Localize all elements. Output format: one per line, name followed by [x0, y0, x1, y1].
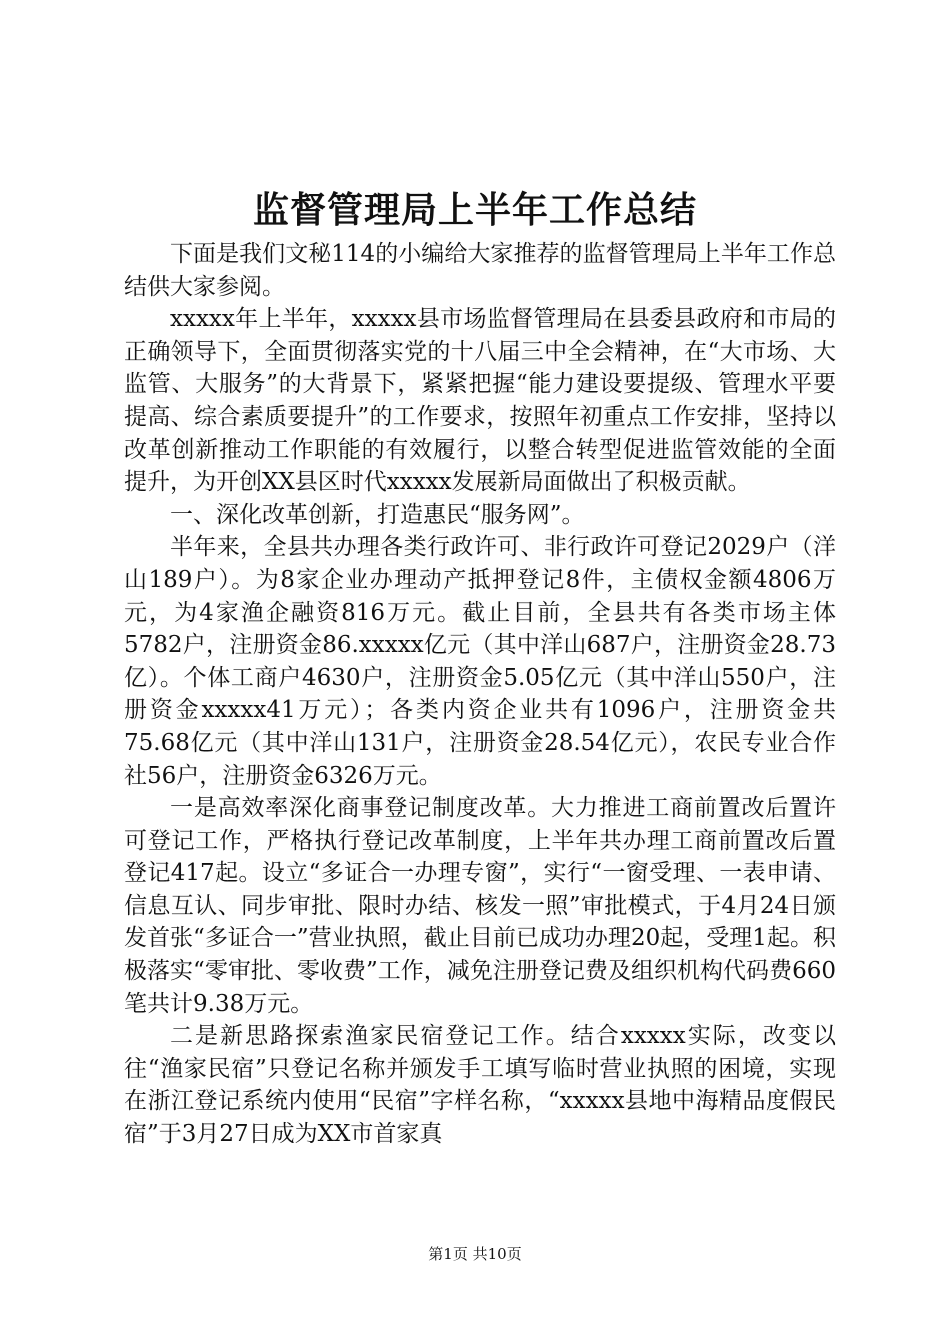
document-title: 监督管理局上半年工作总结: [252, 189, 697, 231]
section-heading-1: 一、深化改革创新，打造惠民“服务网”。: [170, 501, 585, 528]
page-number: 第1页 共10页: [428, 1245, 522, 1263]
paragraph-homestay-registration: 二是新思路探索渔家民宿登记工作。结合xxxxx实际，改变以往“渔家民宿”只登记名称并颁发手工填写临时营业执照的困境，实现在浙江登记系统内使用“民宿”字样名称，“xxxxx县地中海精品度假民宿”于3月27日成为XX市首家真: [124, 1023, 836, 1148]
paragraph-intro: 下面是我们文秘114的小编给大家推荐的监督管理局上半年工作总结供大家参阅。: [124, 241, 836, 300]
document-body: [124, 238, 836, 1151]
paragraph-statistics: 半年来，全县共办理各类行政许可、非行政许可登记2029户（洋山189户）。为8家企业办理动产抵押登记8件，主债权金额4806万元，为4家渔企融资816万元。截止目前，全县共有各类市场主体5782户，注册资金86.xxxxx亿元（其中洋山687户，注册资金28.73亿）。个体工商户4630户，注册资金5.05亿元（其中洋山550户，注册资金xxxxx41万元）；各类内资企业共有1096户，注册资金共75.68亿元（其中洋山131户，注册资金28.54亿元），农民专业合作社56户，注册资金6326万元。: [124, 534, 836, 789]
paragraph-overview: xxxxx年上半年，xxxxx县市场监督管理局在县委县政府和市局的正确领导下，全面贯彻落实党的十八届三中全会精神，在“大市场、大监管、大服务”的大背景下，紧紧把握“能力建设要提级、管理水平要提高、综合素质要提升”的工作要求，按照年初重点工作安排，坚持以改革创新推动工作职能的有效履行，以整合转型促进监管效能的全面提升，为开创XX县区时代xxxxx发展新局面做出了积极贡献。: [124, 306, 836, 496]
paragraph-registration-reform: 一是高效率深化商事登记制度改革。大力推进工商前置改后置许可登记工作，严格执行登记改革制度，上半年共办理工商前置改后置登记417起。设立“多证合一办理专窗”，实行“一窗受理、一表申请、信息互认、同步审批、限时办结、核发一照”审批模式，于4月24日颁发首张“多证合一”营业执照，截止目前已成功办理20起，受理1起。积极落实“零审批、零收费”工作，减免注册登记费及组织机构代码费660笔共计9.38万元。: [124, 795, 836, 1017]
